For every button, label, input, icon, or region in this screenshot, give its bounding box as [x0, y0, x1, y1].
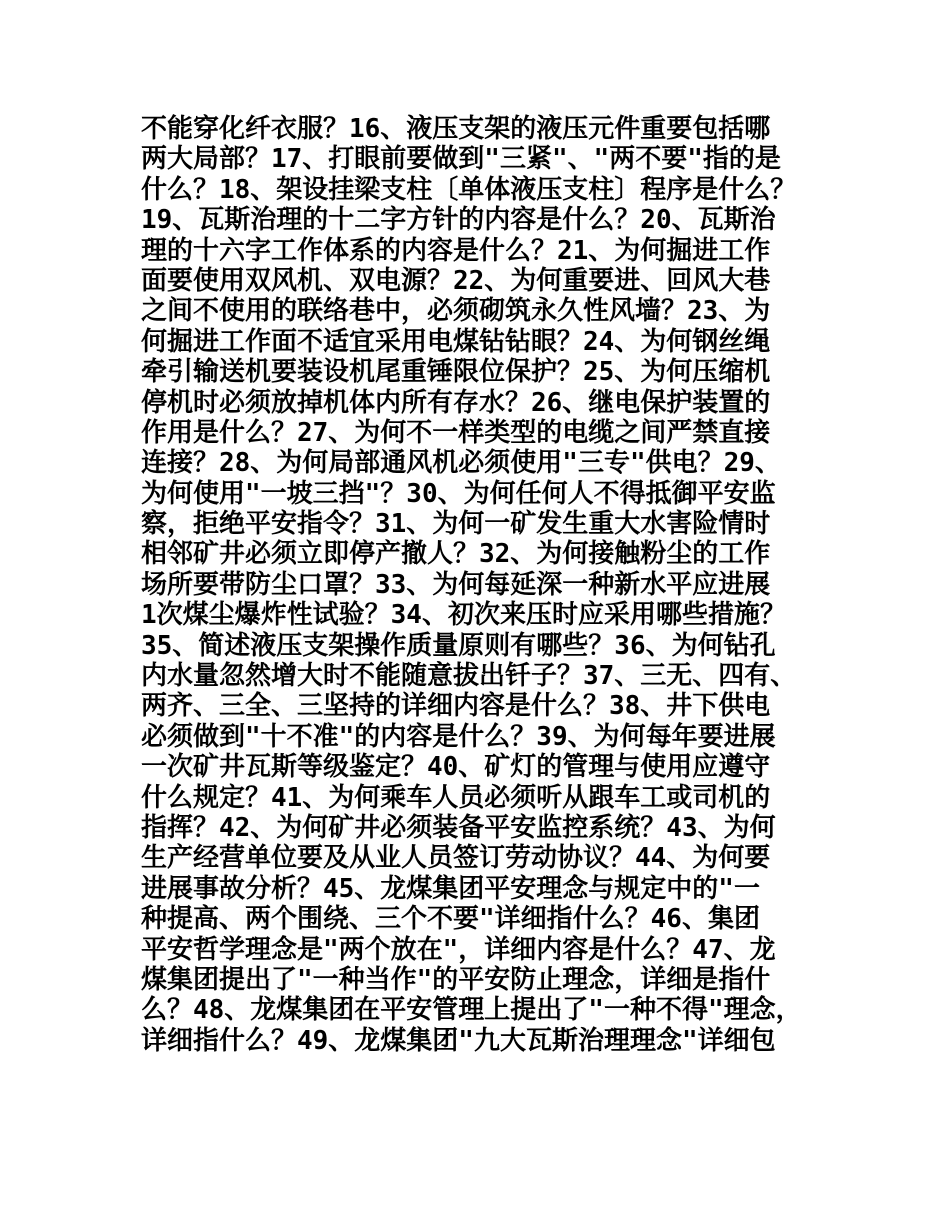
text-line: 必须做到"十不准"的内容是什么？39、为何每年要进展 — [141, 721, 776, 752]
text-line: 煤集团提出了"一种当作"的平安防止理念，详细是指什 — [141, 964, 771, 995]
text-line: 为何使用"一坡三挡"？30、为何任何人不得抵御平安监 — [141, 478, 776, 509]
text-line: 什么规定？41、为何乘车人员必须听从跟车工或司机的 — [141, 782, 771, 813]
text-line: 35、简述液压支架操作质量原则有哪些？36、为何钻孔 — [141, 630, 776, 661]
text-line: 么？48、龙煤集团在平安管理上提出了"一种不得"理念， — [141, 995, 802, 1026]
text-line: 指挥？42、为何矿井必须装备平安监控系统？43、为何 — [141, 812, 776, 843]
text-line: 察，拒绝平安指令？31、为何一矿发生重大水害险情时 — [141, 509, 771, 540]
text-line: 进展事故分析？45、龙煤集团平安理念与规定中的"一 — [141, 873, 760, 904]
text-line: 19、瓦斯治理的十二字方针的内容是什么？20、瓦斯治 — [141, 205, 776, 236]
text-line: 生产经营单位要及从业人员签订劳动协议？44、为何要 — [141, 843, 771, 874]
text-line: 停机时必须放掉机体内所有存水？26、继电保护装置的 — [141, 387, 771, 418]
text-line: 平安哲学理念是"两个放在"，详细内容是什么？47、龙 — [141, 934, 776, 965]
text-line: 不能穿化纤衣服？16、液压支架的液压元件重要包括哪 — [141, 114, 771, 144]
text-line: 连接？28、为何局部通风机必须使用"三专"供电？29、 — [141, 448, 781, 479]
text-line: 理的十六字工作体系的内容是什么？21、为何掘进工作 — [141, 235, 771, 266]
text-line: 什么？18、架设挂梁支柱〔单体液压支柱〕程序是什么？ — [141, 174, 797, 205]
text-line: 面要使用双风机、双电源？22、为何重要进、回风大巷 — [141, 265, 771, 296]
text-line: 内水量忽然增大时不能随意拔出钎子？37、三无、四有、 — [141, 661, 797, 692]
text-line: 作用是什么？27、为何不一样类型的电缆之间严禁直接 — [141, 417, 771, 448]
text-line: 牵引输送机要装设机尾重锤限位保护？25、为何压缩机 — [141, 357, 771, 388]
text-line: 何掘进工作面不适宜采用电煤钻钻眼？24、为何钢丝绳 — [141, 326, 771, 357]
text-line: 详细指什么？49、龙煤集团"九大瓦斯治理理念"详细包 — [141, 1025, 776, 1056]
text-line: 一次矿井瓦斯等级鉴定？40、矿灯的管理与使用应遵守 — [141, 752, 771, 783]
text-line: 之间不使用的联络巷中，必须砌筑永久性风墙？23、为 — [141, 296, 771, 327]
text-line: 相邻矿井必须立即停产撤人？32、为何接触粉尘的工作 — [141, 539, 771, 570]
text-line: 种提高、两个围绕、三个不要"详细指什么？46、集团 — [141, 904, 760, 935]
text-line: 1次煤尘爆炸性试验？34、初次来压时应采用哪些措施？ — [141, 600, 786, 631]
text-line: 场所要带防尘口罩？33、为何每延深一种新水平应进展 — [141, 569, 771, 600]
text-line: 两大局部？17、打眼前要做到"三紧"、"两不要"指的是 — [141, 144, 781, 175]
body-text — [141, 114, 841, 1056]
text-line: 两齐、三全、三坚持的详细内容是什么？38、井下供电 — [141, 691, 771, 722]
